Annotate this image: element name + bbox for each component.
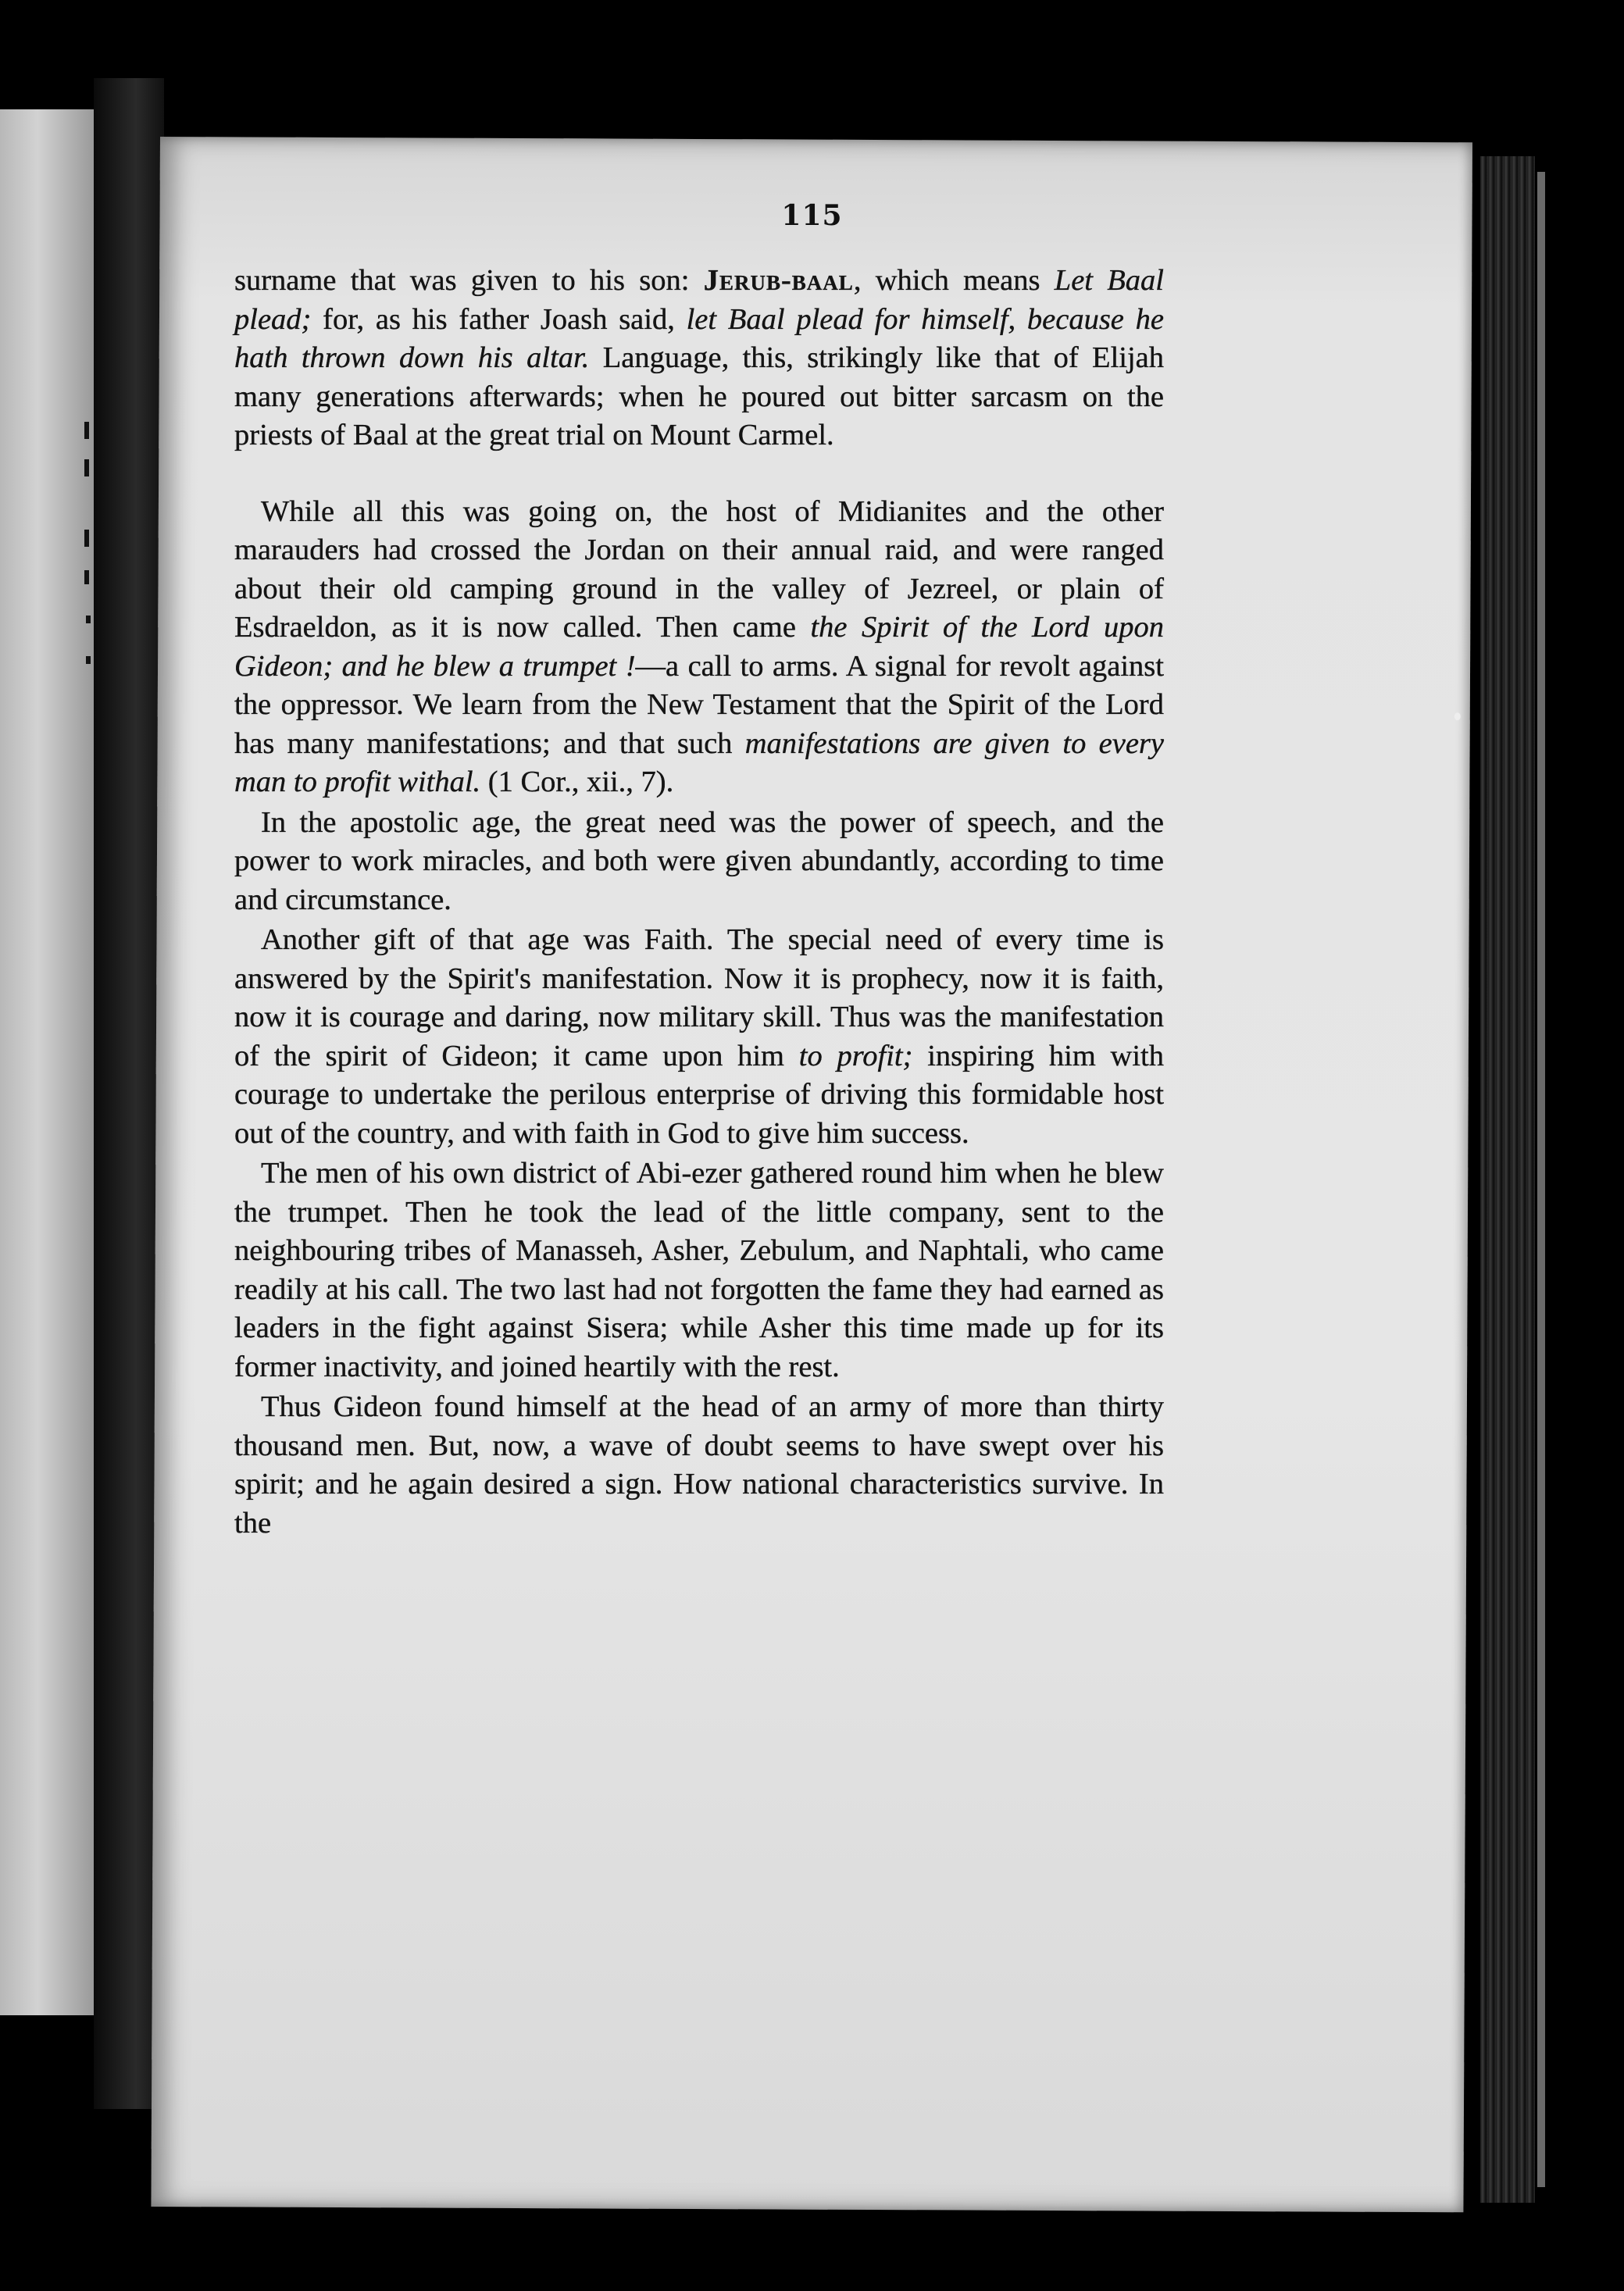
left-page-text-fragment (84, 530, 89, 547)
text-run: In the apostolic age, the great need was the power of speech, and the power to work miracles, and both were given abundantly, according to time and circumstance. (234, 805, 1164, 916)
text-run: for, as his father Joash said, (311, 302, 687, 336)
paragraph (234, 262, 1164, 455)
text-run: surname that was given to his son: (234, 264, 704, 297)
italic-text-run: manifestations are given to every man to profit withal. (234, 726, 1164, 798)
page-number: 115 (781, 199, 843, 232)
left-facing-page-edge (0, 109, 94, 2015)
small-caps-text-run: Jerub-baal (703, 264, 854, 297)
page-speck (1454, 712, 1461, 720)
page-edge-highlight (1537, 172, 1545, 2187)
page-edge-stack (1480, 156, 1535, 2203)
text-run: (1 Cor., xii., 7). (480, 765, 674, 798)
text-run: Language, this, strikingly like that of Elijah many generations afterwards; when he poured out bitter sarcasm on the priests of Baal at the great trial on Mount Carmel. (234, 341, 1164, 451)
page-body-text (234, 262, 1164, 1543)
left-page-text-fragment (86, 656, 91, 664)
text-run: inspiring him with courage to undertake the perilous enterprise of driving this formidable host out of the country, and with faith in God to give him success. (234, 1039, 1164, 1150)
text-run: Another gift of that age was Faith. The special need of every time is answered by the Spirit's manifestation. Now it is prophecy, now it is faith, now it is courage and daring, now military skill. Thus was the manifestation of the spirit of Gideon; it came upon him (234, 923, 1164, 1072)
left-page-text-fragment (84, 459, 89, 476)
italic-text-run: Let Baal plead; (234, 264, 1164, 336)
italic-text-run: let Baal plead for himself, because he hath thrown down his altar. (234, 302, 1164, 374)
left-page-text-fragment (84, 570, 89, 584)
paragraph (234, 493, 1164, 802)
text-run: Thus Gideon found himself at the head of an army of more than thirty thousand men. But, now, a wave of doubt seems to have swept over his spirit; and he again desired a sign. How national characteristics survive. In the (234, 1390, 1164, 1540)
left-page-text-fragment (84, 422, 89, 439)
paragraph (234, 804, 1164, 920)
text-run: While all this was going on, the host of Midianites and the other marauders had crossed the Jordan on their annual raid, and were ranged about their old camping ground in the valley of Jezreel, or plain of Esdraeldon, as it is now called. Then came (234, 494, 1164, 644)
text-run: , which means (853, 264, 1055, 297)
paragraph (234, 1388, 1164, 1543)
left-page-text-fragment (86, 616, 91, 623)
paragraph (234, 921, 1164, 1153)
paragraph (234, 1154, 1164, 1386)
italic-text-run: the Spirit of the Lord upon Gideon; and he blew a trumpet ! (234, 611, 1164, 683)
italic-text-run: to profit; (798, 1039, 913, 1072)
text-run: The men of his own district of Abi-ezer gathered round him when he blew the trumpet. Then he took the lead of the little company, sent to the neighbouring tribes of Manasseh, Asher, Zebulum, and Naphtali, who came readily at his call. The two last had not forgotten the fame they had earned as leaders in the fight against Sisera; while Asher this time made up for its former inactivity, and joined heartily with the rest. (234, 1157, 1164, 1383)
text-run: —a call to arms. A signal for revolt against the oppressor. We learn from the New Testament that the Spirit of the Lord has many manifestations; and that such (234, 649, 1164, 760)
